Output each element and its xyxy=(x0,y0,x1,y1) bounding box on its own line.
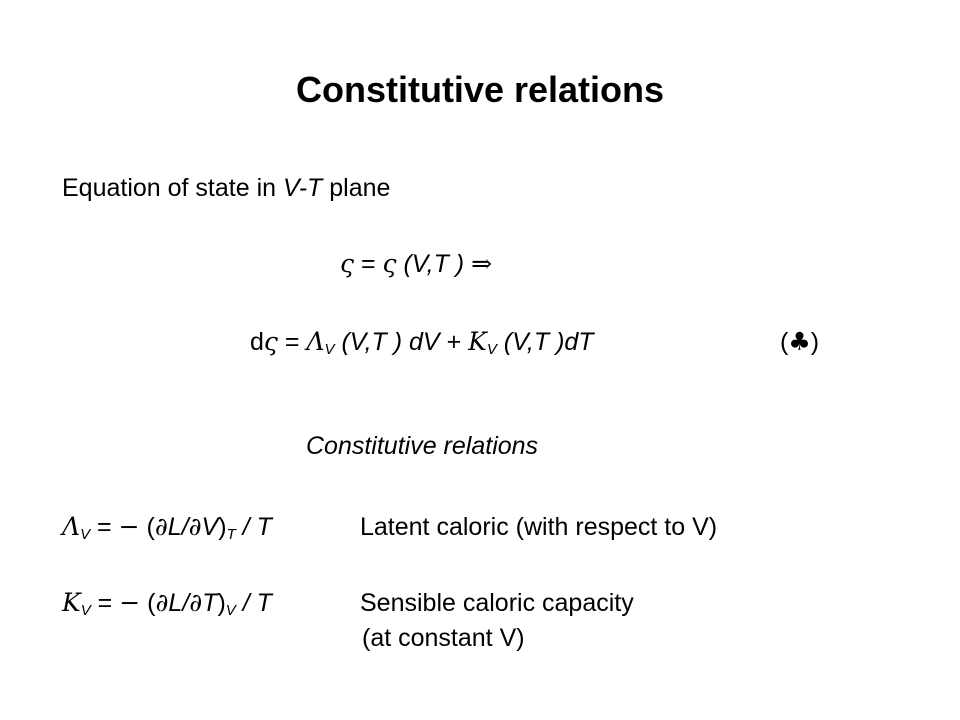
equals-sign: = xyxy=(90,589,120,617)
kappa-subscript: V xyxy=(486,341,497,358)
equation-of-state xyxy=(340,248,492,280)
partial-symbol: ∂ xyxy=(155,588,169,617)
lambda-subscript: V xyxy=(324,341,335,358)
equals-sign: = xyxy=(277,328,307,356)
args-2: (V,T ) xyxy=(496,328,565,356)
intro-prefix: Equation of state in xyxy=(62,174,283,202)
held-subscript: T xyxy=(226,526,236,543)
kappa-description: Sensible caloric capacity xyxy=(360,589,634,617)
slash: / xyxy=(182,589,190,617)
slide-title: Constitutive relations xyxy=(295,69,665,110)
lambda-definition xyxy=(62,511,272,543)
L-symbol: L xyxy=(168,589,183,617)
paren-close: ) xyxy=(217,589,226,617)
partial-symbol: ∂ xyxy=(188,512,202,541)
paren-open: ( xyxy=(139,513,155,541)
dT-term: dT xyxy=(564,328,594,356)
held-subscript: V xyxy=(225,602,236,619)
lambda-symbol: Λ xyxy=(62,512,81,541)
kappa-subscript: V xyxy=(80,602,91,619)
club-icon: ♣ xyxy=(788,327,811,356)
lambda-description: Latent caloric (with respect to V) xyxy=(360,513,718,541)
divide-T: / T xyxy=(235,589,272,617)
divide-T: / T xyxy=(235,513,272,541)
variable: V xyxy=(201,513,219,541)
kappa-description-line2: (at constant V) xyxy=(362,624,525,652)
paren-close: ) xyxy=(218,513,227,541)
intro-plane: V-T xyxy=(282,174,323,202)
minus-sign: − xyxy=(118,512,140,541)
varsigma-symbol: ς xyxy=(263,327,278,356)
dV-term: dV xyxy=(409,328,440,356)
differential-d: d xyxy=(250,328,264,356)
function-args: (V,T ) xyxy=(396,250,472,278)
equals-sign: = xyxy=(90,513,119,541)
kappa-definition xyxy=(62,587,272,619)
varsigma-symbol: ς xyxy=(340,249,355,278)
implies-arrow: ⇒ xyxy=(471,249,493,278)
paren-open: ( xyxy=(140,589,156,617)
intro-suffix: plane xyxy=(322,174,391,202)
varsigma-symbol: ς xyxy=(382,249,397,278)
lambda-subscript: V xyxy=(80,526,91,543)
lambda-symbol: Λ xyxy=(306,327,325,356)
partial-symbol: ∂ xyxy=(154,512,168,541)
kappa-symbol: K xyxy=(468,327,487,356)
subheading: Constitutive relations xyxy=(306,432,539,460)
L-symbol: L xyxy=(167,513,182,541)
variable: T xyxy=(202,589,218,617)
kappa-symbol: K xyxy=(62,588,81,617)
minus-sign: − xyxy=(119,588,141,617)
tag-open: ( xyxy=(780,328,789,356)
args-1: (V,T ) xyxy=(334,328,410,356)
equation-tag xyxy=(780,326,819,358)
equals-sign: = xyxy=(354,250,383,278)
slash: / xyxy=(181,513,189,541)
intro-line xyxy=(62,172,390,204)
plus-sign: + xyxy=(439,328,469,356)
differential-equation xyxy=(250,326,594,358)
tag-close: ) xyxy=(810,328,820,356)
partial-symbol: ∂ xyxy=(189,588,203,617)
